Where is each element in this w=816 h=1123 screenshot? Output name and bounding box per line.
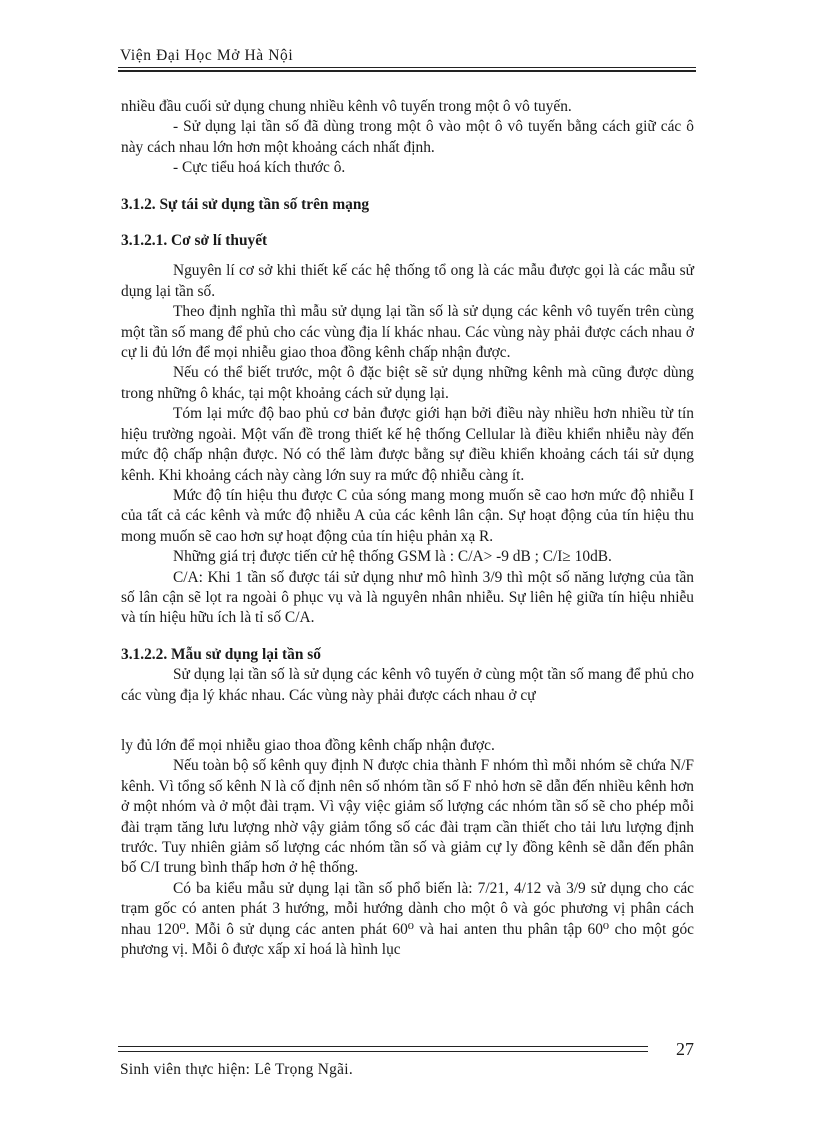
header-rule-thin — [118, 67, 696, 68]
subsection2-paragraph: Có ba kiểu mẫu sử dụng lại tần số phổ biến là: 7/21, 4/12 và 3/9 sử dụng cho các trạm gốc có anten phát 3 hướng, mỗi hướng dành cho một ô và góc phương vị phân cách nhau 120⁰. Mỗi ô sử dụng các anten phát 60⁰ và hai anten thu phân tập 60⁰ cho một góc phương vị. Mỗi ô được xấp xỉ hoá là hình lục — [121, 879, 694, 959]
footer-author: Sinh viên thực hiện: Lê Trọng Ngãi. — [120, 1061, 354, 1078]
footer-rule-top — [118, 1046, 648, 1047]
section-title: 3.1.2. Sự tái sử dụng tần số trên mạng — [121, 195, 370, 213]
intro-line-1: nhiều đầu cuối sử dụng chung nhiều kênh vô tuyến trong một ô vô tuyến. — [121, 98, 572, 115]
subsection2-title: 3.1.2.2. Mẫu sử dụng lại tần số — [121, 645, 321, 663]
footer-rule-bottom — [118, 1051, 648, 1052]
intro-bullet-1: - Sử dụng lại tần số đã dùng trong một ô vào một ô vô tuyến bằng cách giữ các ô này cách nhau lớn hơn một khoảng cách nhất định. — [121, 118, 694, 156]
header-rule-thick — [118, 70, 696, 72]
subsection2-paragraph-a-continued: ly đủ lớn để mọi nhiễu giao thoa đồng kênh chấp nhận được. — [121, 736, 495, 754]
subsection1-paragraph: Nếu có thể biết trước, một ô đặc biệt sẽ sử dụng những kênh mà cũng được dùng trong những ô khác, tại một khoảng cách sử dụng lại. — [121, 364, 694, 402]
subsection1-paragraph: Nguyên lí cơ sở khi thiết kế các hệ thống tổ ong là các mẫu được gọi là các mẫu sử dụng lại tần số. — [121, 262, 694, 300]
subsection1-paragraph: Theo định nghĩa thì mẫu sử dụng lại tần số là sử dụng các kênh vô tuyến trên cùng một tần số mang để phủ cho các vùng địa lí khác nhau. Các vùng này phải được cách nhau ở cự li đủ lớn để mọi nhiễu giao thoa đồng kênh chấp nhận được. — [121, 303, 694, 362]
page-number: 27 — [676, 1039, 694, 1059]
header-title: Viện Đại Học Mở Hà Nội — [120, 47, 294, 64]
page-body — [121, 97, 694, 960]
subsection2-paragraph-a: Sử dụng lại tần số là sử dụng các kênh vô tuyến ở cùng một tần số mang để phủ cho các vùng địa lý khác nhau. Các vùng này phải được cách nhau ở cự — [121, 666, 694, 704]
subsection2-paragraph: Nếu toàn bộ số kênh quy định N được chia thành F nhóm thì mỗi nhóm sẽ chứa N/F kênh. Vì tổng số kênh N là cố định nên số nhóm tần số F nhỏ hơn sẽ dẫn đến nhiều kênh hơn ở một nhóm và ở một đài trạm. Vì vậy việc giảm số lượng các nhóm tần số sẽ cho phép mỗi đài trạm tăng lưu lượng nhờ vậy giảm tổng số các đài trạm cần thiết cho tải lưu lượng định trước. Tuy nhiên giảm số lượng các nhóm tần số và giảm cự ly đồng kênh sẽ dẫn đến phân bố C/I trung bình thấp hơn ở hệ thống. — [121, 757, 694, 877]
subsection1-title: 3.1.2.1. Cơ sở lí thuyết — [121, 232, 268, 250]
subsection1-paragraph: C/A: Khi 1 tần số được tái sử dụng như mô hình 3/9 thì một số năng lượng của tần số lân cận sẽ lọt ra ngoài ô phục vụ và là nguyên nhân nhiễu. Sự liên hệ giữa tín hiệu nhiễu và tín hiệu hữu ích là tỉ số C/A. — [121, 568, 694, 627]
subsection1-paragraph: Mức độ tín hiệu thu được C của sóng mang mong muốn sẽ cao hơn mức độ nhiễu I của tất cả các kênh và mức độ nhiễu A của các kênh lân cận. Sự hoạt động của tín hiệu thu mong muốn sẽ cao hơn sự hoạt động của tín hiệu phản xạ R. — [121, 486, 694, 545]
subsection1-paragraph: Tóm lại mức độ bao phủ cơ bản được giới hạn bởi điều này nhiều hơn nhiều từ tín hiệu trường ngoài. Một vấn đề trong thiết kế hệ thống Cellular là điều khiển nhiễu này đến mức độ chấp nhận được. Nó có thể làm được bằng sự điều khiển khoảng cách tái sử dụng kênh. Khi khoảng cách này càng lớn suy ra mức độ nhiễu càng ít. — [121, 405, 694, 484]
intro-bullet-2: - Cực tiểu hoá kích thước ô. — [173, 159, 346, 177]
subsection1-paragraph: Những giá trị được tiến cử hệ thống GSM là : C/A> -9 dB ; C/I≥ 10dB. — [173, 548, 612, 566]
